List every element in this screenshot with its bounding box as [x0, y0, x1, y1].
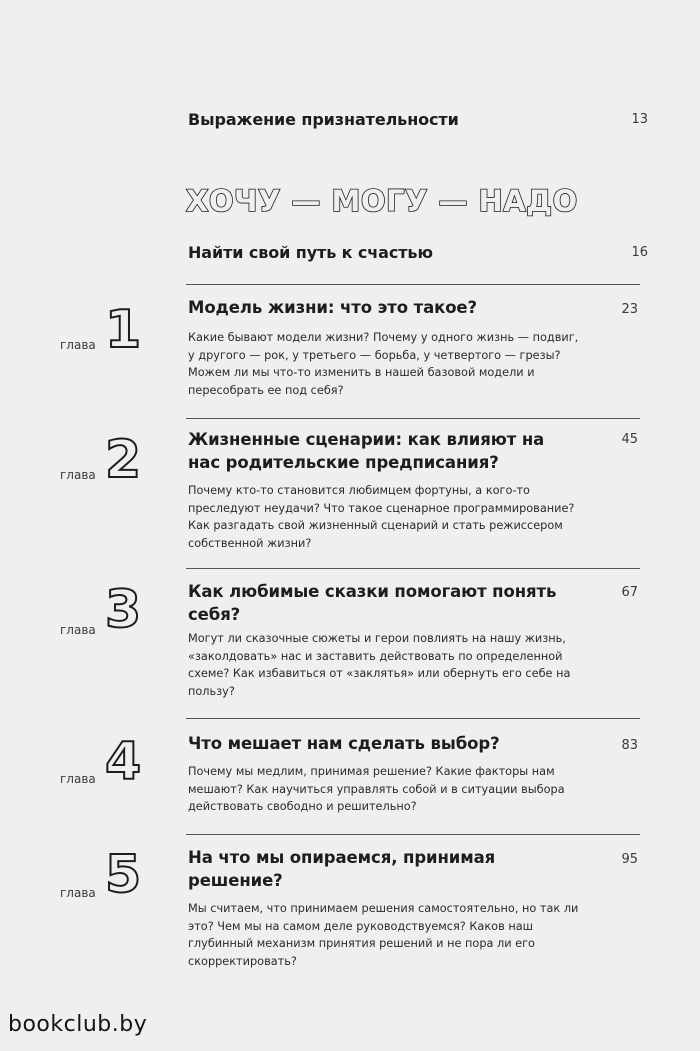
chapter-label: глава [60, 468, 96, 482]
chapter-title: Жизненные сценарии: как влияют на нас родительские предписания? [188, 430, 545, 472]
chapter-number: 2 [105, 430, 142, 490]
toc-item-title: Найти свой путь к счастью [188, 243, 433, 262]
chapter-label: глава [60, 338, 96, 352]
chapter-label: глава [60, 772, 96, 786]
toc-item-page: 13 [631, 112, 648, 127]
chapter-description: Какие бывают модели жизни? Почему у одного жизнь — подвиг, у другого — рок, у третьего — борьба, у четвертого — грезы? Можем ли мы что-то изменить в нашей базовой модели и пересобрать ее под себя? [188, 331, 579, 397]
chapter-page: 95 [621, 852, 638, 867]
chapter-label: глава [60, 886, 96, 900]
chapter-number: 1 [105, 300, 142, 360]
chapter-page: 83 [621, 738, 638, 753]
divider [186, 418, 640, 419]
toc-item-title: Выражение признательности [188, 110, 459, 129]
chapter-description: Мы считаем, что принимаем решения самостоятельно, но так ли это? Чем мы на самом деле руководствуемся? Каков наш глубинный механизм принятия решений и не пора ли его скорректировать? [188, 902, 579, 968]
chapter-description: Могут ли сказочные сюжеты и герои повлиять на нашу жизнь, «заколдовать» нас и заставить действовать по определенной схеме? Как избавиться от «заклятья» или обернуть его себе на пользу? [188, 632, 571, 698]
section-heading: ХОЧУ — МОГУ — НАДО [186, 184, 578, 218]
chapter-label: глава [60, 623, 96, 637]
toc-item-acknowledgements[interactable] [188, 110, 648, 129]
chapter-page: 67 [621, 585, 638, 600]
watermark: bookclub.by [8, 1012, 148, 1037]
divider [186, 284, 640, 285]
divider [186, 568, 640, 569]
chapter-number: 4 [105, 732, 142, 792]
chapter-description: Почему кто-то становится любимцем фортуны, а кого-то преследуют неудачи? Что такое сценарное программирование? Как разгадать свой жизненный сценарий и стать режиссером собственной жизни? [188, 484, 575, 550]
divider [186, 834, 640, 835]
chapter-title: Как любимые сказки помогают понять себя? [188, 582, 557, 624]
toc-item-intro[interactable] [188, 243, 648, 262]
chapter-number: 5 [105, 845, 142, 905]
chapter-title: Модель жизни: что это такое? [188, 298, 477, 317]
chapter-number: 3 [105, 580, 142, 640]
chapter-title: На что мы опираемся, принимая решение? [188, 848, 496, 890]
chapter-page: 23 [621, 302, 638, 317]
chapter-page: 45 [621, 432, 638, 447]
divider [186, 718, 640, 719]
chapter-description: Почему мы медлим, принимая решение? Какие факторы нам мешают? Как научиться управлять собой и в ситуации выбора действовать свободно и решительно? [188, 765, 565, 813]
chapter-title: Что мешает нам сделать выбор? [188, 734, 500, 753]
toc-item-page: 16 [631, 245, 648, 260]
